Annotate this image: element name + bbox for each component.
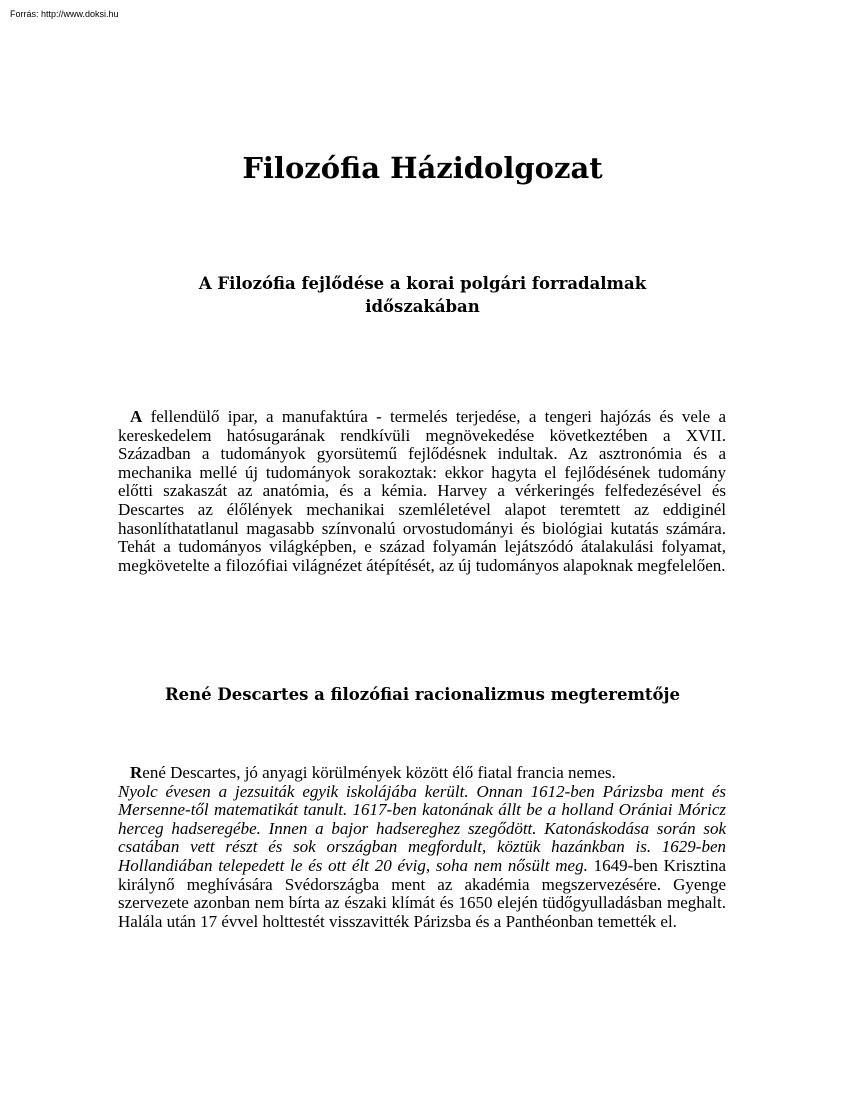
descartes-paragraph [118,764,726,931]
intro-paragraph [118,408,726,575]
source-credit: Forrás: http://www.doksi.hu [10,9,119,19]
document-subtitle: A Filozófia fejlődése a korai polgári forradalmak időszakában [198,274,647,316]
descartes-italic-text: Nyolc évesen a jezsuiták egyik iskolájába került. Onnan 1612-ben Párizsba ment és Mersenne-től matematikát tanult. 1617-ben katonának állt be a holland Orániai Móricz herceg hadseregébe. Innen a bajor hadsereghez szegődött. Katonáskodása során sok csatában vett részt és sok országban megfordult, köztük hazánkban is. 1629-ben Hollandiában telepedett le és ott élt 20 évig, soha nem nősült meg. [118,781,726,875]
descartes-dropcap: R [130,763,143,782]
descartes-rest-text: 1649-ben Krisztina királynő meghívására Svédországba ment az akadémia megszervezésére. Gyenge szervezete azonban nem bírta az északi klímát és 1650 elején tüdőgyulladásban meghalt. Halála után 17 évvel holttestét visszavitték Párizsba és a Panthéonban temették el. [118,855,726,931]
intro-dropcap: A [130,407,143,426]
document-title: Filozófia Házidolgozat [242,151,603,185]
descartes-intro-text: ené Descartes, jó anyagi körülmények között élő fiatal francia nemes. [142,763,616,782]
section-heading-descartes: René Descartes a filozófiai racionalizmus megteremtője [164,685,681,704]
intro-paragraph-text: fellendülő ipar, a manufaktúra - termelés terjedése, a tengeri hajózás és vele a kereskedelem hatósugarának rendkívüli megnövekedése következtében a XVII. Században a tudományok gyorsütemű fejlődésnek indultak. Az asztronómia és a mechanika mellé új tudományok sorakoztak: ekkor hagyta el fejlődésének tudomány előtti szakaszát az anatómia, és a kémia. Harvey a vérkeringés felfedezésével és Descartes az élőlények mechanikai szemléletével alapot teremtett az eddiginél hasonlíthatatlanul magasabb színvonalú orvostudományi és biológiai kutatás számára. Tehát a tudományos világképben, e század folyamán lejátszódó átalakulási folyamat, megkövetelte a filozófiai világnézet átépítését, az új tudományos alapoknak megfelelően. [118,407,726,575]
